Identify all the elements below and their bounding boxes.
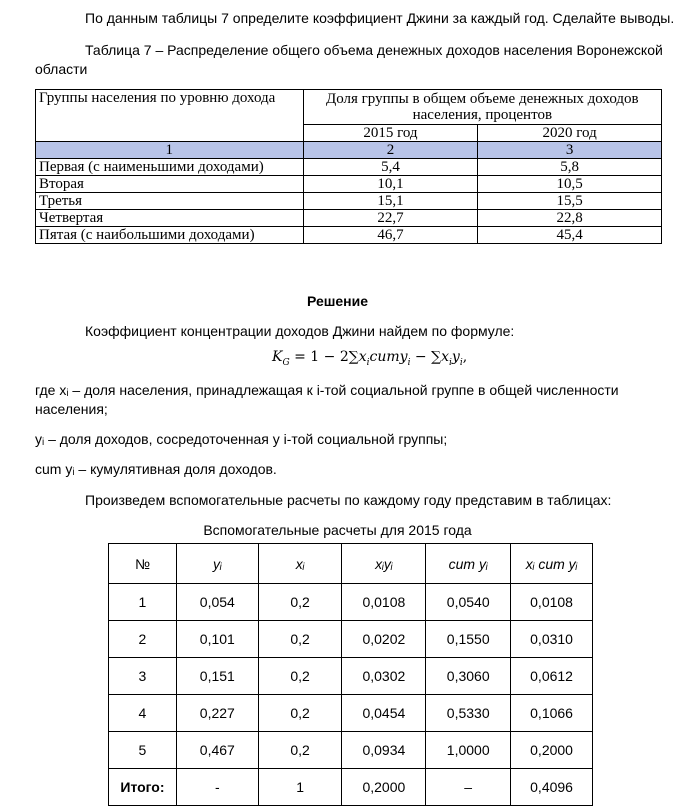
cell: 0,4096 xyxy=(511,769,593,806)
col-header-cum-y: cum yᵢ xyxy=(426,544,511,584)
cell: 0,101 xyxy=(176,621,258,658)
value-2015: 15,1 xyxy=(303,193,478,210)
col-header-x-cum-y: xᵢ cum yᵢ xyxy=(511,544,593,584)
cell: 0,2000 xyxy=(342,769,426,806)
table7-caption: Таблица 7 – Распределение общего объема денежных доходов населения Воронежской xyxy=(85,42,663,58)
col-header-y: yᵢ xyxy=(176,544,258,584)
group-cell: Пятая (с наибольшими доходами) xyxy=(36,227,304,244)
table-row xyxy=(109,658,593,695)
cell: 0,0540 xyxy=(426,584,511,621)
cell: 0,5330 xyxy=(426,695,511,732)
cell: 0,2 xyxy=(258,658,342,695)
value-2015: 5,4 xyxy=(303,159,478,176)
table-row xyxy=(109,695,593,732)
cell: 0,2 xyxy=(258,732,342,769)
cell: 0,1550 xyxy=(426,621,511,658)
cell: 0,0202 xyxy=(342,621,426,658)
cell: – xyxy=(426,769,511,806)
cell: 1,0000 xyxy=(426,732,511,769)
group-cell: Вторая xyxy=(36,176,304,193)
table7-col-number: 1 xyxy=(36,142,304,159)
cell: 0,227 xyxy=(176,695,258,732)
value-2015: 22,7 xyxy=(303,210,478,227)
group-cell: Третья xyxy=(36,193,304,210)
cell: 0,0302 xyxy=(342,658,426,695)
table7-header-groups: Группы населения по уровню дохода xyxy=(36,90,304,142)
task-text: По данным таблицы 7 определите коэффициент Джини за каждый год. Сделайте выводы. xyxy=(85,10,675,26)
cell: 0,0454 xyxy=(342,695,426,732)
table7-caption-cont: области xyxy=(35,61,88,77)
value-2020: 5,8 xyxy=(478,159,662,176)
table-row xyxy=(36,176,662,193)
table-row xyxy=(36,227,662,244)
value-2015: 46,7 xyxy=(303,227,478,244)
cell: 1 xyxy=(109,584,177,621)
col-header-xy: xᵢyᵢ xyxy=(342,544,426,584)
col-header-number: № xyxy=(109,544,177,584)
cell: 1 xyxy=(258,769,342,806)
cell: 0,2 xyxy=(258,621,342,658)
cell: 0,2 xyxy=(258,584,342,621)
aux-intro: Произведем вспомогательные расчеты по каждому году представим в таблицах: xyxy=(85,492,612,508)
cell: 0,0310 xyxy=(511,621,593,658)
formula-intro: Коэффициент концентрации доходов Джини найдем по формуле: xyxy=(85,323,515,339)
cell: 4 xyxy=(109,695,177,732)
cell: 0,2000 xyxy=(511,732,593,769)
aux-caption: Вспомогательные расчеты для 2015 года xyxy=(203,522,472,538)
cell: 5 xyxy=(109,732,177,769)
table7-year-2020: 2020 год xyxy=(478,125,662,142)
value-2020: 45,4 xyxy=(478,227,662,244)
table-row xyxy=(36,193,662,210)
cell: 2 xyxy=(109,621,177,658)
cell: 0,0934 xyxy=(342,732,426,769)
cell: 0,467 xyxy=(176,732,258,769)
value-2015: 10,1 xyxy=(303,176,478,193)
aux-table-2015 xyxy=(108,543,593,806)
cell: 0,0108 xyxy=(511,584,593,621)
definition-x: где xᵢ – доля населения, принадлежащая к i-той социальной группе в общей численности xyxy=(35,382,619,398)
definition-cum: cum yᵢ – кумулятивная доля доходов. xyxy=(35,461,277,477)
table7-number-row xyxy=(36,142,662,159)
col-header-x: xᵢ xyxy=(258,544,342,584)
table-row xyxy=(36,159,662,176)
value-2020: 10,5 xyxy=(478,176,662,193)
total-row xyxy=(109,769,593,806)
cell: 0,0612 xyxy=(511,658,593,695)
group-cell: Четвертая xyxy=(36,210,304,227)
table7 xyxy=(35,89,662,244)
total-label: Итого: xyxy=(109,769,177,806)
gini-formula: $K_G = 1$ − $2\sum x_icumy_i - \sum x_iy_i$, xyxy=(272,349,468,368)
cell: 0,054 xyxy=(176,584,258,621)
value-2020: 22,8 xyxy=(478,210,662,227)
table7-header-share: Доля группы в общем объеме денежных доходов населения, процентов xyxy=(303,90,661,125)
cell: - xyxy=(176,769,258,806)
solution-title: Решение xyxy=(306,293,369,309)
definition-y: yᵢ – доля доходов, сосредоточенная у i-той социальной группы; xyxy=(35,431,448,447)
value-2020: 15,5 xyxy=(478,193,662,210)
group-cell: Первая (с наименьшими доходами) xyxy=(36,159,304,176)
table7-col-number: 3 xyxy=(478,142,662,159)
cell: 0,151 xyxy=(176,658,258,695)
table-row xyxy=(109,584,593,621)
cell: 0,3060 xyxy=(426,658,511,695)
cell: 0,2 xyxy=(258,695,342,732)
definition-x-cont: населения; xyxy=(35,401,108,417)
table7-col-number: 2 xyxy=(303,142,478,159)
table7-year-2015: 2015 год xyxy=(303,125,478,142)
table-row xyxy=(109,621,593,658)
cell: 0,1066 xyxy=(511,695,593,732)
aux-header-row xyxy=(109,544,593,584)
cell: 3 xyxy=(109,658,177,695)
cell: 0,0108 xyxy=(342,584,426,621)
table-row xyxy=(109,732,593,769)
table-row xyxy=(36,210,662,227)
